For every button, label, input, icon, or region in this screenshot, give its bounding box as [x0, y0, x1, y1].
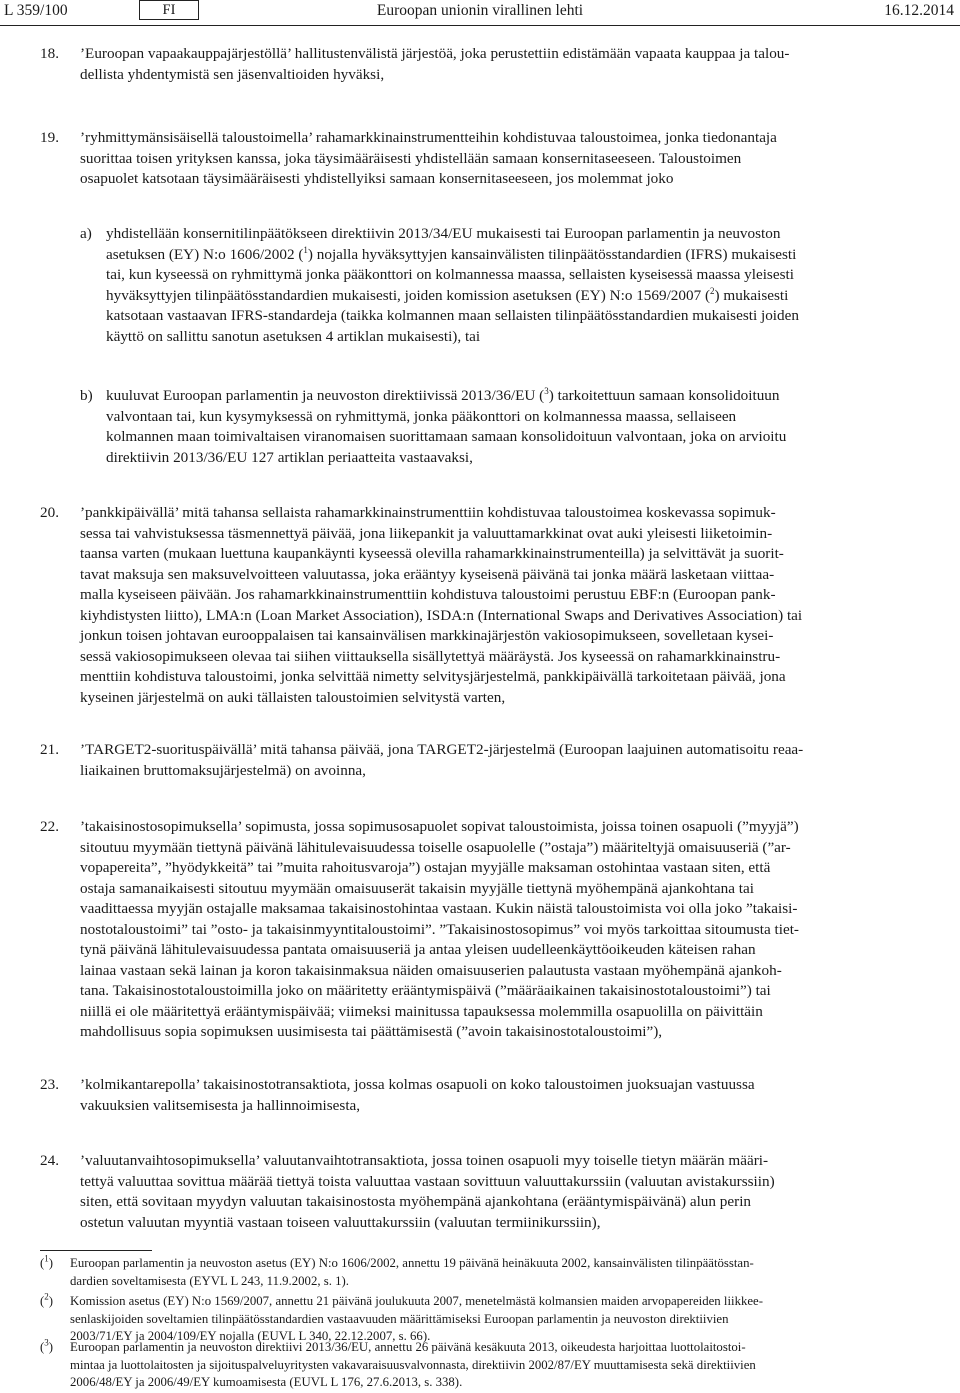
text-run: valvontaan tai, kun kysymyksessä on ryhmittymä, jonka pääkonttori on kolmannessa maassa, sellaiseen	[106, 407, 737, 425]
text-line: ’kolmikantarepolla’ takaisinostotransaktiota, jossa kolmas osapuoli on koko taloustoimen juoksuajan vastuussa	[80, 1076, 755, 1093]
footnote-ref[interactable]: 1	[303, 244, 308, 255]
footnote-text	[70, 1255, 912, 1290]
journal-title: Euroopan unionin virallinen lehti	[376, 2, 584, 19]
text-line: sessa tai vahvistuksessa täsmennettyä päivää, jona liikepankit ja valuuttamarkkinat ovat auki yleisesti liiketoimin-	[80, 524, 773, 542]
text-line: senlaskijoiden soveltamien tilinpäätösstandardien vastaavuuden määrittämiseksi Euroopan parlamentin ja neuvoston direktiivien	[70, 1311, 729, 1326]
text-line: ostetun valuutan myyntiä vastaan toiseen valuuttakurssiin (valuutan termiinikurssiin),	[80, 1213, 601, 1231]
text-line	[106, 327, 912, 348]
text-line: kiyhdistysten liitto), LMA:n (Loan Market Association), ISDA:n (International Swaps and Derivatives Association) tai	[80, 606, 803, 624]
text-run: kolmannen maan toimivaltaisen viranomaisen suorittamaan samaan konsolidoituun valvontaan, joka on arvioitu	[106, 428, 787, 445]
text-line: mintaa ja luottolaitosten ja sijoituspalveluyritysten vakavaraisuusvalvonnasta, direktiivin 2002/87/EY muuttamisesta sekä direktiivien	[70, 1357, 756, 1372]
text-line	[106, 448, 912, 469]
text-line: taansa varten (mukaan luettuna kaupankäynti kyseessä olevilla rahamarkkinainstrumenteilla) ja selvittävät ja suorit-	[80, 545, 784, 562]
text-run: ) mukaisesti	[714, 286, 789, 304]
text-line: vaadittaessa myyjän ostajalle maksamaa takaisinostohintaa vastaan. Kukin näistä taloustoimista voi olla joko ”takaisi-	[80, 900, 798, 917]
item-number: 24.	[40, 1152, 59, 1169]
text-run: asetuksen (EY) N:o 1606/2002 (	[106, 245, 304, 263]
footnote-number: 3	[44, 1337, 49, 1348]
footnote-ref[interactable]: 2	[710, 285, 715, 296]
text-line: 2006/48/EY ja 2006/49/EY kumoamisesta (EUVL L 176, 27.6.2013, s. 338).	[70, 1375, 463, 1389]
text-line: nostotaloustoimi” tai ”osto- ja takaisinmyyntitaloustoimi”. ”Takaisinostosopimus” voi myös tarkoittaa sitoumusta tiet-	[80, 920, 799, 938]
text-line: tavat maksuja sen maksuvelvoitteen valuutassa, joka erääntyy kyseisenä päivänä tai jonka määrä lasketaan viittaa-	[80, 565, 775, 583]
text-run: direktiivin 2013/36/EU 127 artiklan periaatteita vastaavaksi,	[106, 448, 473, 466]
text-line: tana. Takaisinostotaloustoimilla joko on määritetty erääntymispäivä (”määräaikainen takaisinostotaloustoimi”) tai	[80, 982, 771, 999]
text-line: vakuuksien valitsemisesta ja hallinnoimisesta,	[80, 1096, 361, 1114]
text-line: mahdollisuus sopia sopimuksen uusimisesta tai päättämisestä (”avoin takaisinostotaloustoimi”),	[80, 1023, 663, 1040]
text-line: ’takaisinostosopimuksella’ sopimusta, jossa sopimusosapuolet sopivat taloustoimista, joissa toinen osapuoli (”myyjä”)	[80, 818, 799, 835]
footnote-mark: ($^2$)	[40, 1291, 54, 1308]
language-code-box: FI	[139, 0, 199, 20]
text-run: ) tarkoitettuun samaan konsolidoituun	[548, 387, 780, 404]
header-rule	[0, 25, 960, 26]
text-line: jonkun toisen johtavan eurooppalaisen tai kansainvälisen markkinajärjestön vakiosopimukseen, sovelletaan kysei-	[80, 627, 774, 644]
text-line: dellista yhdentymistä sen jäsenvaltioiden hyväksi,	[80, 65, 385, 83]
text-line: sessä vakiosopimukseen olevaa tai siihen viittauksella sisällytettyä määräystä. Jos kyseessä on rahamarkkinainstru-	[80, 647, 781, 665]
text-line: Komission asetus (EY) N:o 1569/2007, annettu 21 päivänä joulukuuta 2007, menetelmästä kolmansien maiden arvopapereiden liikkee-	[70, 1294, 763, 1308]
text-line: 2003/71/EY ja 2004/109/EY nojalla (EUVL L 340, 22.12.2007, s. 66).	[70, 1329, 431, 1343]
item-text	[80, 128, 912, 190]
text-line: vopapereita”, ”hyödykkeitä” tai ”muita rahoitusvaroja”) ostajan myyjälle maksaman ostohintaa vastaan siten, että	[80, 859, 771, 876]
page-reference: L 359/100	[4, 2, 68, 19]
text-line: ostaja samanaikaisesti sitoutuu myymään omaisuuserät takaisin myyjälle tiettynä myöhempänä ajankohtana tai	[80, 879, 754, 897]
text-line: kyseinen järjestelmä on auki tällaisten taloustoimien selvitystä varten,	[80, 688, 506, 706]
subitem-text	[106, 224, 912, 347]
text-line	[106, 245, 912, 266]
item-number: 19.	[40, 129, 59, 146]
item-text	[80, 503, 912, 708]
text-line: malla kyseiseen päivään. Jos rahamarkkinainstrumenttiin kohdistuva taloustoimi perustuu EBF:n (Euroopan pank-	[80, 586, 776, 603]
footnote-text	[70, 1293, 912, 1346]
text-line	[106, 407, 912, 428]
item-number: 21.	[40, 741, 59, 758]
text-line	[106, 265, 912, 286]
item-number: 23.	[40, 1076, 59, 1093]
text-line: ’TARGET2-suorituspäivällä’ mitä tahansa päivää, jona TARGET2-järjestelmä (Euroopan laajuinen automatisoitu reaa-	[80, 741, 804, 758]
item-number: 22.	[40, 818, 59, 835]
footnote-number: 2	[44, 1291, 49, 1302]
subitem-label: b)	[80, 387, 93, 404]
text-line: suorittaa toisen yrityksen kanssa, joka täysimääräisesti yhdistellään samaan konsernitaseeseen. Taloustoimen	[80, 149, 742, 167]
item-text	[80, 740, 912, 781]
text-line: liaikainen bruttomaksujärjestelmä) on avoinna,	[80, 761, 366, 779]
item-number: 18.	[40, 45, 59, 62]
text-run: ) nojalla hyväksyttyjen kansainvälisten tilinpäätösstandardien (IFRS) mukaisesti	[307, 245, 797, 263]
footnote-text	[70, 1339, 912, 1392]
text-run: yhdistellään konsernitilinpäätökseen direktiivin 2013/34/EU mukaisesti tai Euroopan parlamentin ja neuvoston	[106, 225, 781, 242]
text-line: ’valuutanvaihtosopimuksella’ valuutanvaihtotransaktiota, jossa toinen osapuoli myy toiselle tietyn määrän määri-	[80, 1152, 769, 1169]
text-line	[106, 286, 912, 307]
text-line: niillä ei ole määritettyä erääntymispäivää; viimeksi mainitussa tapauksessa molemmilla osapuolilla on päivittäin	[80, 1002, 763, 1020]
item-text	[80, 1075, 912, 1116]
text-run: katsotaan vastaavan IFRS-standardeja (taikka kolmannen maan sellaisten tilinpäätösstandardien mukaisesti joiden	[106, 307, 799, 324]
text-run: hyväksyttyjen tilinpäätösstandardien mukaisesti, joiden komission asetuksen (EY) N:o 1569/2007 (	[106, 286, 711, 304]
text-line: ’Euroopan vapaakauppajärjestöllä’ hallitustenvälistä järjestöä, joka perustettiin edistämään vapaata kauppaa ja talou-	[80, 45, 790, 62]
text-line	[106, 386, 912, 407]
text-line: ’pankkipäivällä’ mitä tahansa sellaista rahamarkkinainstrumenttiin kohdistuvaa taloustoimea koskevassa sopimuk-	[80, 504, 776, 521]
subitem-label: a)	[80, 225, 92, 242]
text-line: dardien soveltamisesta (EYVL L 243, 11.9.2002, s. 1).	[70, 1273, 349, 1288]
text-line: Euroopan parlamentin ja neuvoston asetus (EY) N:o 1606/2002, annettu 19 päivänä heinäkuuta 2002, kansainvälisten tilinpäätösstan-	[70, 1256, 754, 1270]
footnote-separator	[40, 1250, 152, 1251]
text-line: osapuolet katsotaan täysimääräisesti yhdistellyiksi samaan konsernitaseeseen, jos molemmat joko	[80, 170, 674, 187]
text-line	[106, 224, 912, 245]
text-line: Euroopan parlamentin ja neuvoston direktiivi 2013/36/EU, annettu 26 päivänä kesäkuuta 2013, oikeudesta harjoittaa luottolaitostoi-	[70, 1340, 746, 1354]
text-line: lainaa vastaan sekä lainan ja koron takaisinmaksua näiden omaisuuserien palautusta vastaan myöhempänä ajankoh-	[80, 961, 782, 979]
publication-date: 16.12.2014	[884, 2, 954, 19]
text-line: tettyä valuuttaa sovittua määrää tiettyä toista valuuttaa vastaan sovittuun valuuttakurssiin (valuutan avistakurssiin)	[80, 1172, 775, 1190]
text-line: menttiin kohdistuva taloustoimi, jonka selvittää nimetty selvitysjärjestelmä, pankkipäivällä tarkoitetaan päivää, jona	[80, 668, 786, 685]
item-text	[80, 44, 912, 85]
item-number: 20.	[40, 504, 59, 521]
text-run: tai, kun kyseessä on ryhmittymä jonka pääkonttori on kolmannessa maassa, sellaisten kyseisessä maassa yleisesti	[106, 266, 794, 283]
item-text	[80, 817, 912, 1043]
page-header	[0, 0, 960, 26]
footnote-mark: ($^3$)	[40, 1337, 54, 1354]
text-line: ’ryhmittymänsisäisellä taloustoimella’ rahamarkkinainstrumentteihin kohdistuvaa taloustoimea, jonka tiedonantaja	[80, 129, 777, 146]
subitem-text	[106, 386, 912, 468]
footnote-number: 1	[44, 1253, 49, 1264]
text-run: käyttö on sallittu sanotun asetuksen 4 artiklan mukaisesti), tai	[106, 327, 481, 345]
footnote-ref[interactable]: 3	[544, 385, 549, 396]
item-text	[80, 1151, 912, 1233]
text-run: kuuluvat Euroopan parlamentin ja neuvoston direktiivissä 2013/36/EU (	[106, 387, 545, 404]
footnote-mark: ($^1$)	[40, 1253, 54, 1270]
text-line: siten, että sovitaan myydyn valuutan takaisinostosta myöhempänä ajankohtana (erääntymispäivänä) alun perin	[80, 1193, 752, 1210]
text-line	[106, 306, 912, 327]
text-line: tynä päivänä lähitulevaisuudessa pantata omaisuuseriä ja antaa yleisen uudelleenkäyttöoikeuden käteisen rahan	[80, 941, 756, 958]
text-line	[106, 427, 912, 448]
text-line: sitoutuu myymään tiettynä päivänä lähitulevaisuudessa toiselle osapuolelle (”ostaja”) määriteltyjä omaisuuseriä (”ar-	[80, 838, 791, 856]
